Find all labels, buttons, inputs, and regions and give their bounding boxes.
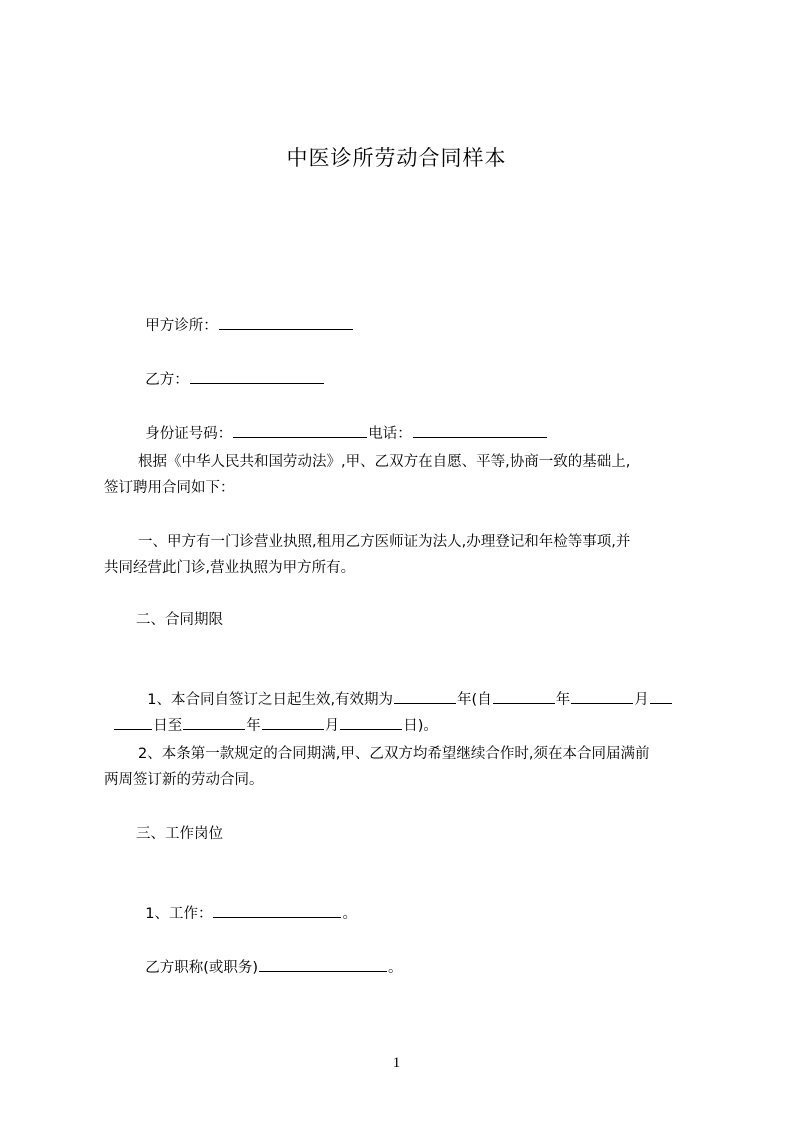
party-b-blank[interactable] (190, 367, 324, 384)
job-title-label: 乙方职称(或职务) (145, 960, 259, 976)
id-number-blank[interactable] (233, 421, 367, 438)
section3-heading: 三、工作岗位 (136, 826, 223, 842)
party-b-label: 乙方： (145, 372, 189, 388)
term-prefix: 1、本合同自签订之日起生效,有效期为 (147, 692, 394, 708)
intro-line-1: 根据《中华人民共和国劳动法》,甲、乙双方在自愿、平等,协商一致的基础上, (138, 454, 631, 470)
job-title-end: 。 (388, 960, 403, 976)
id-label: 身份证号码： (145, 426, 233, 442)
end-month-blank[interactable] (262, 713, 324, 730)
term-month2: 月 (324, 718, 340, 734)
term-day-to: 日至 (153, 718, 183, 734)
term-month: 月 (634, 692, 649, 708)
clause1-line-1: 一、甲方有一门诊营业执照,租用乙方医师证为法人,办理登记和年检等事项,并 (138, 534, 631, 550)
job-title-blank[interactable] (259, 955, 387, 972)
term-end: 日)。 (403, 718, 438, 734)
work-end: 。 (342, 906, 357, 922)
term-year3: 年 (246, 718, 261, 734)
work-label: 1、工作： (145, 906, 213, 922)
page-number: 1 (392, 1055, 401, 1071)
job-title-line (136, 929, 714, 981)
id-phone-line (136, 395, 714, 447)
term2-line-2: 两周签订新的劳动合同。 (104, 772, 264, 788)
party-a-label: 甲方诊所： (145, 318, 218, 334)
work-blank[interactable] (213, 901, 341, 918)
clause1-line-2: 共同经营此门诊,营业执照为甲方所有。 (104, 560, 356, 576)
term-year-label: 年(自 (457, 692, 492, 708)
phone-blank[interactable] (413, 421, 547, 438)
work-line (136, 875, 714, 927)
document-title: 中医诊所劳动合同样本 (286, 146, 507, 170)
term2-line-1: 2、本条第一款规定的合同期满,甲、乙双方均希望继续合作时,须在本合同届满前 (138, 746, 650, 762)
term-year2: 年 (555, 692, 571, 708)
end-year-blank[interactable] (183, 713, 245, 730)
term-line-2 (104, 687, 714, 739)
phone-label: 电话： (368, 426, 412, 442)
intro-line-2: 签订聘用合同如下： (104, 480, 235, 496)
end-day-blank[interactable] (340, 713, 402, 730)
party-a-blank[interactable] (219, 313, 353, 330)
party-b-line (136, 341, 714, 393)
section2-heading: 二、合同期限 (136, 612, 223, 628)
party-a-line (136, 287, 714, 339)
start-day-blank-part2[interactable] (114, 713, 152, 730)
